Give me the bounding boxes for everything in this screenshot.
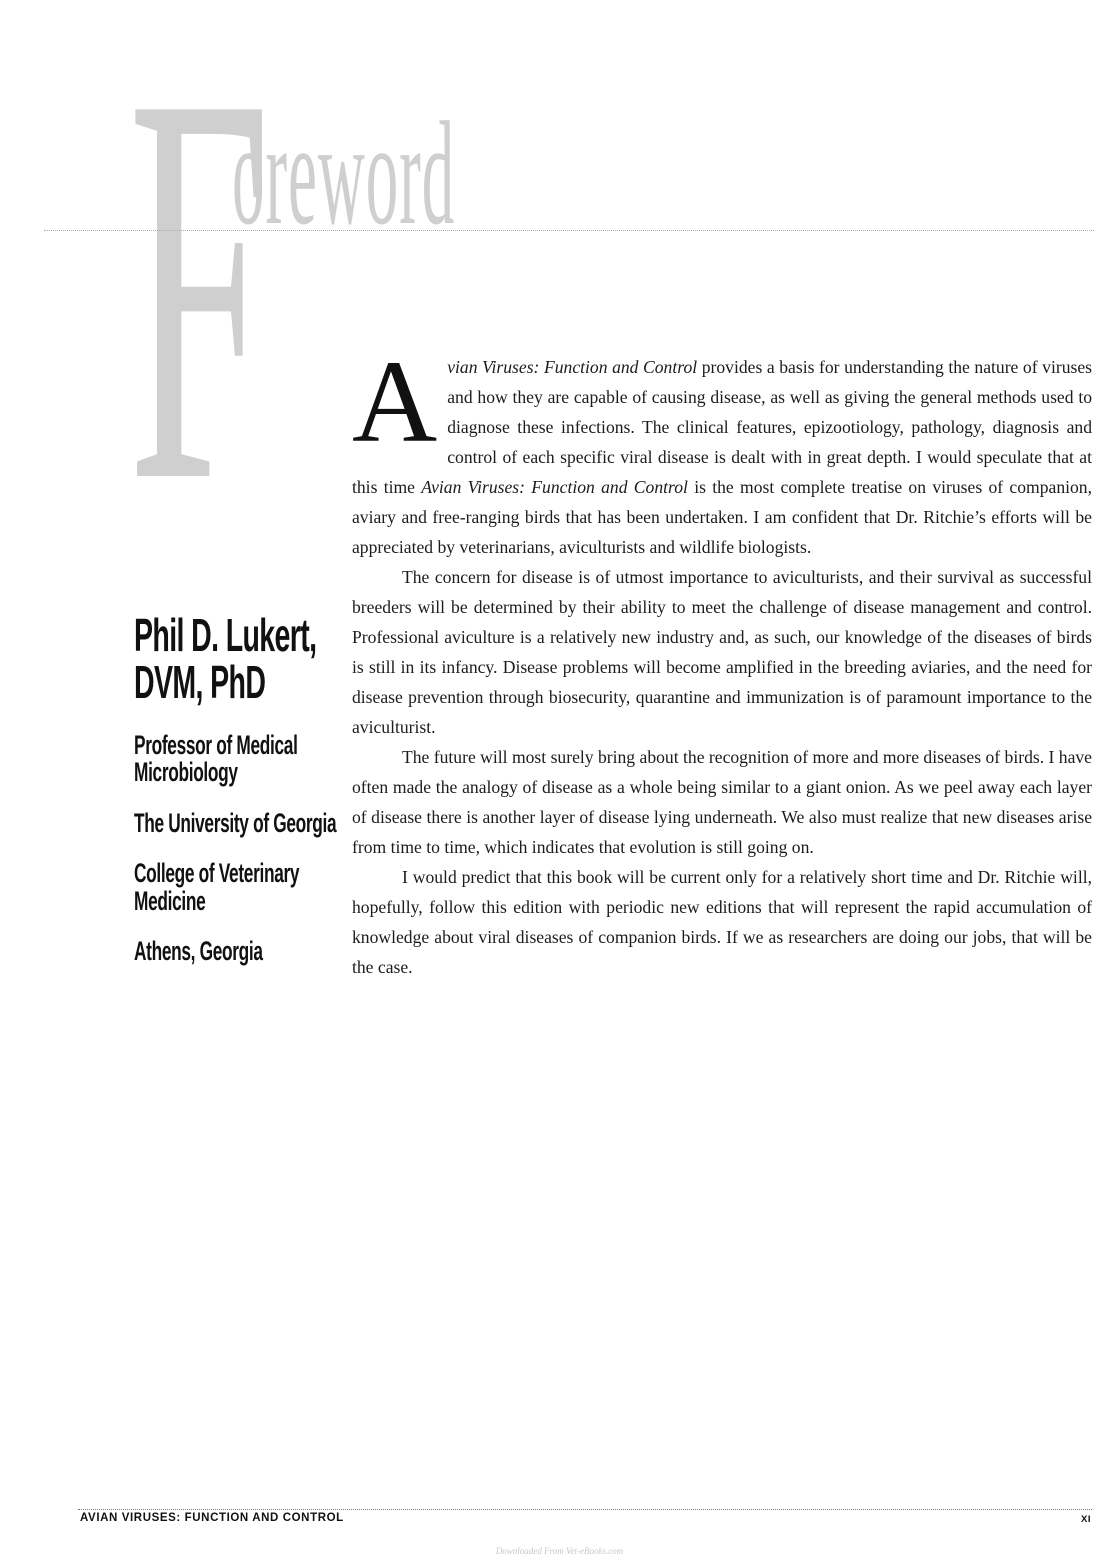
author-title: Professor of Medical Microbiology <box>134 729 298 788</box>
download-watermark: Downloaded From Vet-eBooks.com <box>495 1546 624 1556</box>
book-title-italic: vian Viruses: Function and Control <box>447 357 698 377</box>
page-title: oreword <box>232 92 456 256</box>
book-title-italic-2: Avian Viruses: Function and Control <box>421 477 688 497</box>
paragraph-3: The future will most surely bring about the recognition of more and more diseases of birds. I have often made the analogy of disease as a whole being similar to a giant onion. As we peel away each layer of disease there is another layer of disease lying underneath. We also must realize that new diseases arise from time to time, which indicates that evolution is still going on. <box>352 747 1092 857</box>
title-divider <box>44 230 1094 231</box>
author-name-line-2: DVM, PhD <box>134 655 266 708</box>
running-footer-title: AVIAN VIRUSES: FUNCTION AND CONTROL <box>80 1512 344 1524</box>
page-number: XI <box>1081 1514 1091 1525</box>
author-college: College of Veterinary Medicine <box>134 858 300 916</box>
footer-divider <box>78 1509 1092 1510</box>
paragraph-1 <box>352 336 1092 562</box>
title-initial-letter: F <box>128 0 272 598</box>
paragraph-1-text-a: provides a basis for understanding the nature of viruses and how they are capable of causing disease, as well as giving the general methods used to diagnose these infections. The clinical features, epizootiology, pathology, diagnosis and control of each specific viral disease is dealt with in great depth. I would speculate that at this time <box>352 357 1092 497</box>
paragraph-2: The concern for disease is of utmost importance to aviculturists, and their survival as successful breeders will be determined by their ability to meet the challenge of disease management and control. Professional aviculture is a relatively new industry and, as such, our knowledge of the diseases of birds is still in its infancy. Disease problems will become amplified in the breeding aviaries, and the need for disease prevention through biosecurity, quarantine and immunization is of paramount importance to the aviculturist. <box>352 567 1092 737</box>
author-name-line-1: Phil D. Lukert, <box>134 609 317 661</box>
drop-cap: A <box>352 336 438 467</box>
foreword-body <box>352 336 1092 982</box>
author-location: Athens, Georgia <box>134 936 263 967</box>
paragraph-4: I would predict that this book will be current only for a relatively short time and Dr. Ritchie will, hopefully, follow this edition with periodic new editions that will represent the rapid accumulation of knowledge about viral diseases of companion birds. If we as researchers are doing our jobs, that will be the case. <box>352 867 1092 977</box>
author-block <box>134 609 344 989</box>
paragraph-1-text-b: is the most complete treatise on viruses of companion, aviary and free-ranging birds that has been undertaken. I am confident that Dr. Ritchie’s efforts will be appreciated by veterinarians, aviculturists and wildlife biologists. <box>352 477 1092 557</box>
author-name <box>134 609 345 708</box>
author-university: The University of Georgia <box>134 807 337 838</box>
